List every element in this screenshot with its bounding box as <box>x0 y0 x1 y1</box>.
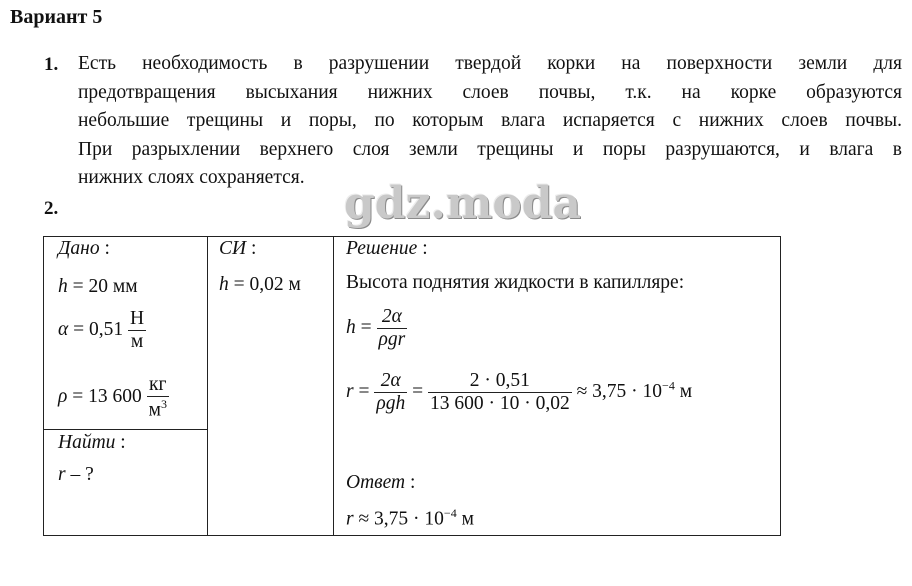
task1-line: нижних слоях сохраняется. <box>78 167 305 188</box>
given-alpha: α = 0,51 $\frac{Н}{м}$ <box>58 308 145 352</box>
find-r: r – ? <box>58 464 94 485</box>
formula-r-fraction: $\frac{2\alpha}{\text{ρgh}}$ <box>376 370 406 414</box>
task1-number: 1. <box>44 54 59 75</box>
given-h: h = 20 мм <box>58 276 138 297</box>
task1-line: При разрыхлении верхнего слоя земли трещины и поры разрушаются, и влага в <box>78 138 902 160</box>
solution-intro: Высота поднятия жидкости в капилляре: <box>346 272 685 293</box>
rho-unit-fraction: $\frac{кг}{м^3}$ <box>148 374 167 421</box>
task1-line: предотвращения высыхания нижних слоев почвы, т.к. на корке образуются <box>78 81 902 103</box>
table-divider <box>43 429 208 430</box>
solution-header: Решение : <box>346 238 428 259</box>
formula-h-fraction: $\frac{2\alpha}{\text{ρgr}}$ <box>378 306 406 350</box>
formula-r-numeric-fraction: $\frac{2 \cdot 0,51}{13 600 \cdot 10 \cdot 0,02}$ <box>429 370 570 414</box>
given-header: Дано : <box>58 238 110 259</box>
answer-value: $r \approx 3,75 \cdot 10^{-4}$ м <box>346 506 474 530</box>
answer-header: Ответ : <box>346 472 416 493</box>
table-divider <box>333 236 334 536</box>
task1-line: Есть необходимость в разрушении твердой корки на поверхности земли для <box>78 53 902 74</box>
task2-number: 2. <box>44 198 59 219</box>
variant-title: Вариант 5 <box>10 6 103 28</box>
table-divider <box>207 236 208 536</box>
formula-r: r = $\frac{2\alpha}{\text{ρgh}}$ = $\frac{2 \cdot 0,51}{13 600 \cdot 10 \cdot 0,02}$ ≈ $3,75 \cdot 10^{-4}$ м <box>346 370 693 414</box>
find-header: Найти : <box>58 432 126 453</box>
given-rho: ρ = 13 600 $\frac{кг}{м^3}$ <box>58 374 167 421</box>
si-header: СИ : <box>219 238 257 259</box>
si-h: h = 0,02 м <box>219 274 301 295</box>
task1-paragraph <box>78 50 902 193</box>
formula-h: h = $\frac{2\alpha}{\text{ρgr}}$ <box>346 306 406 350</box>
task1-line: небольшие трещины и поры, по которым влага испаряется с нижних слоев почвы. <box>78 110 902 131</box>
alpha-unit-fraction: $\frac{Н}{м}$ <box>130 308 145 352</box>
watermark: gdz.moda <box>344 178 582 229</box>
